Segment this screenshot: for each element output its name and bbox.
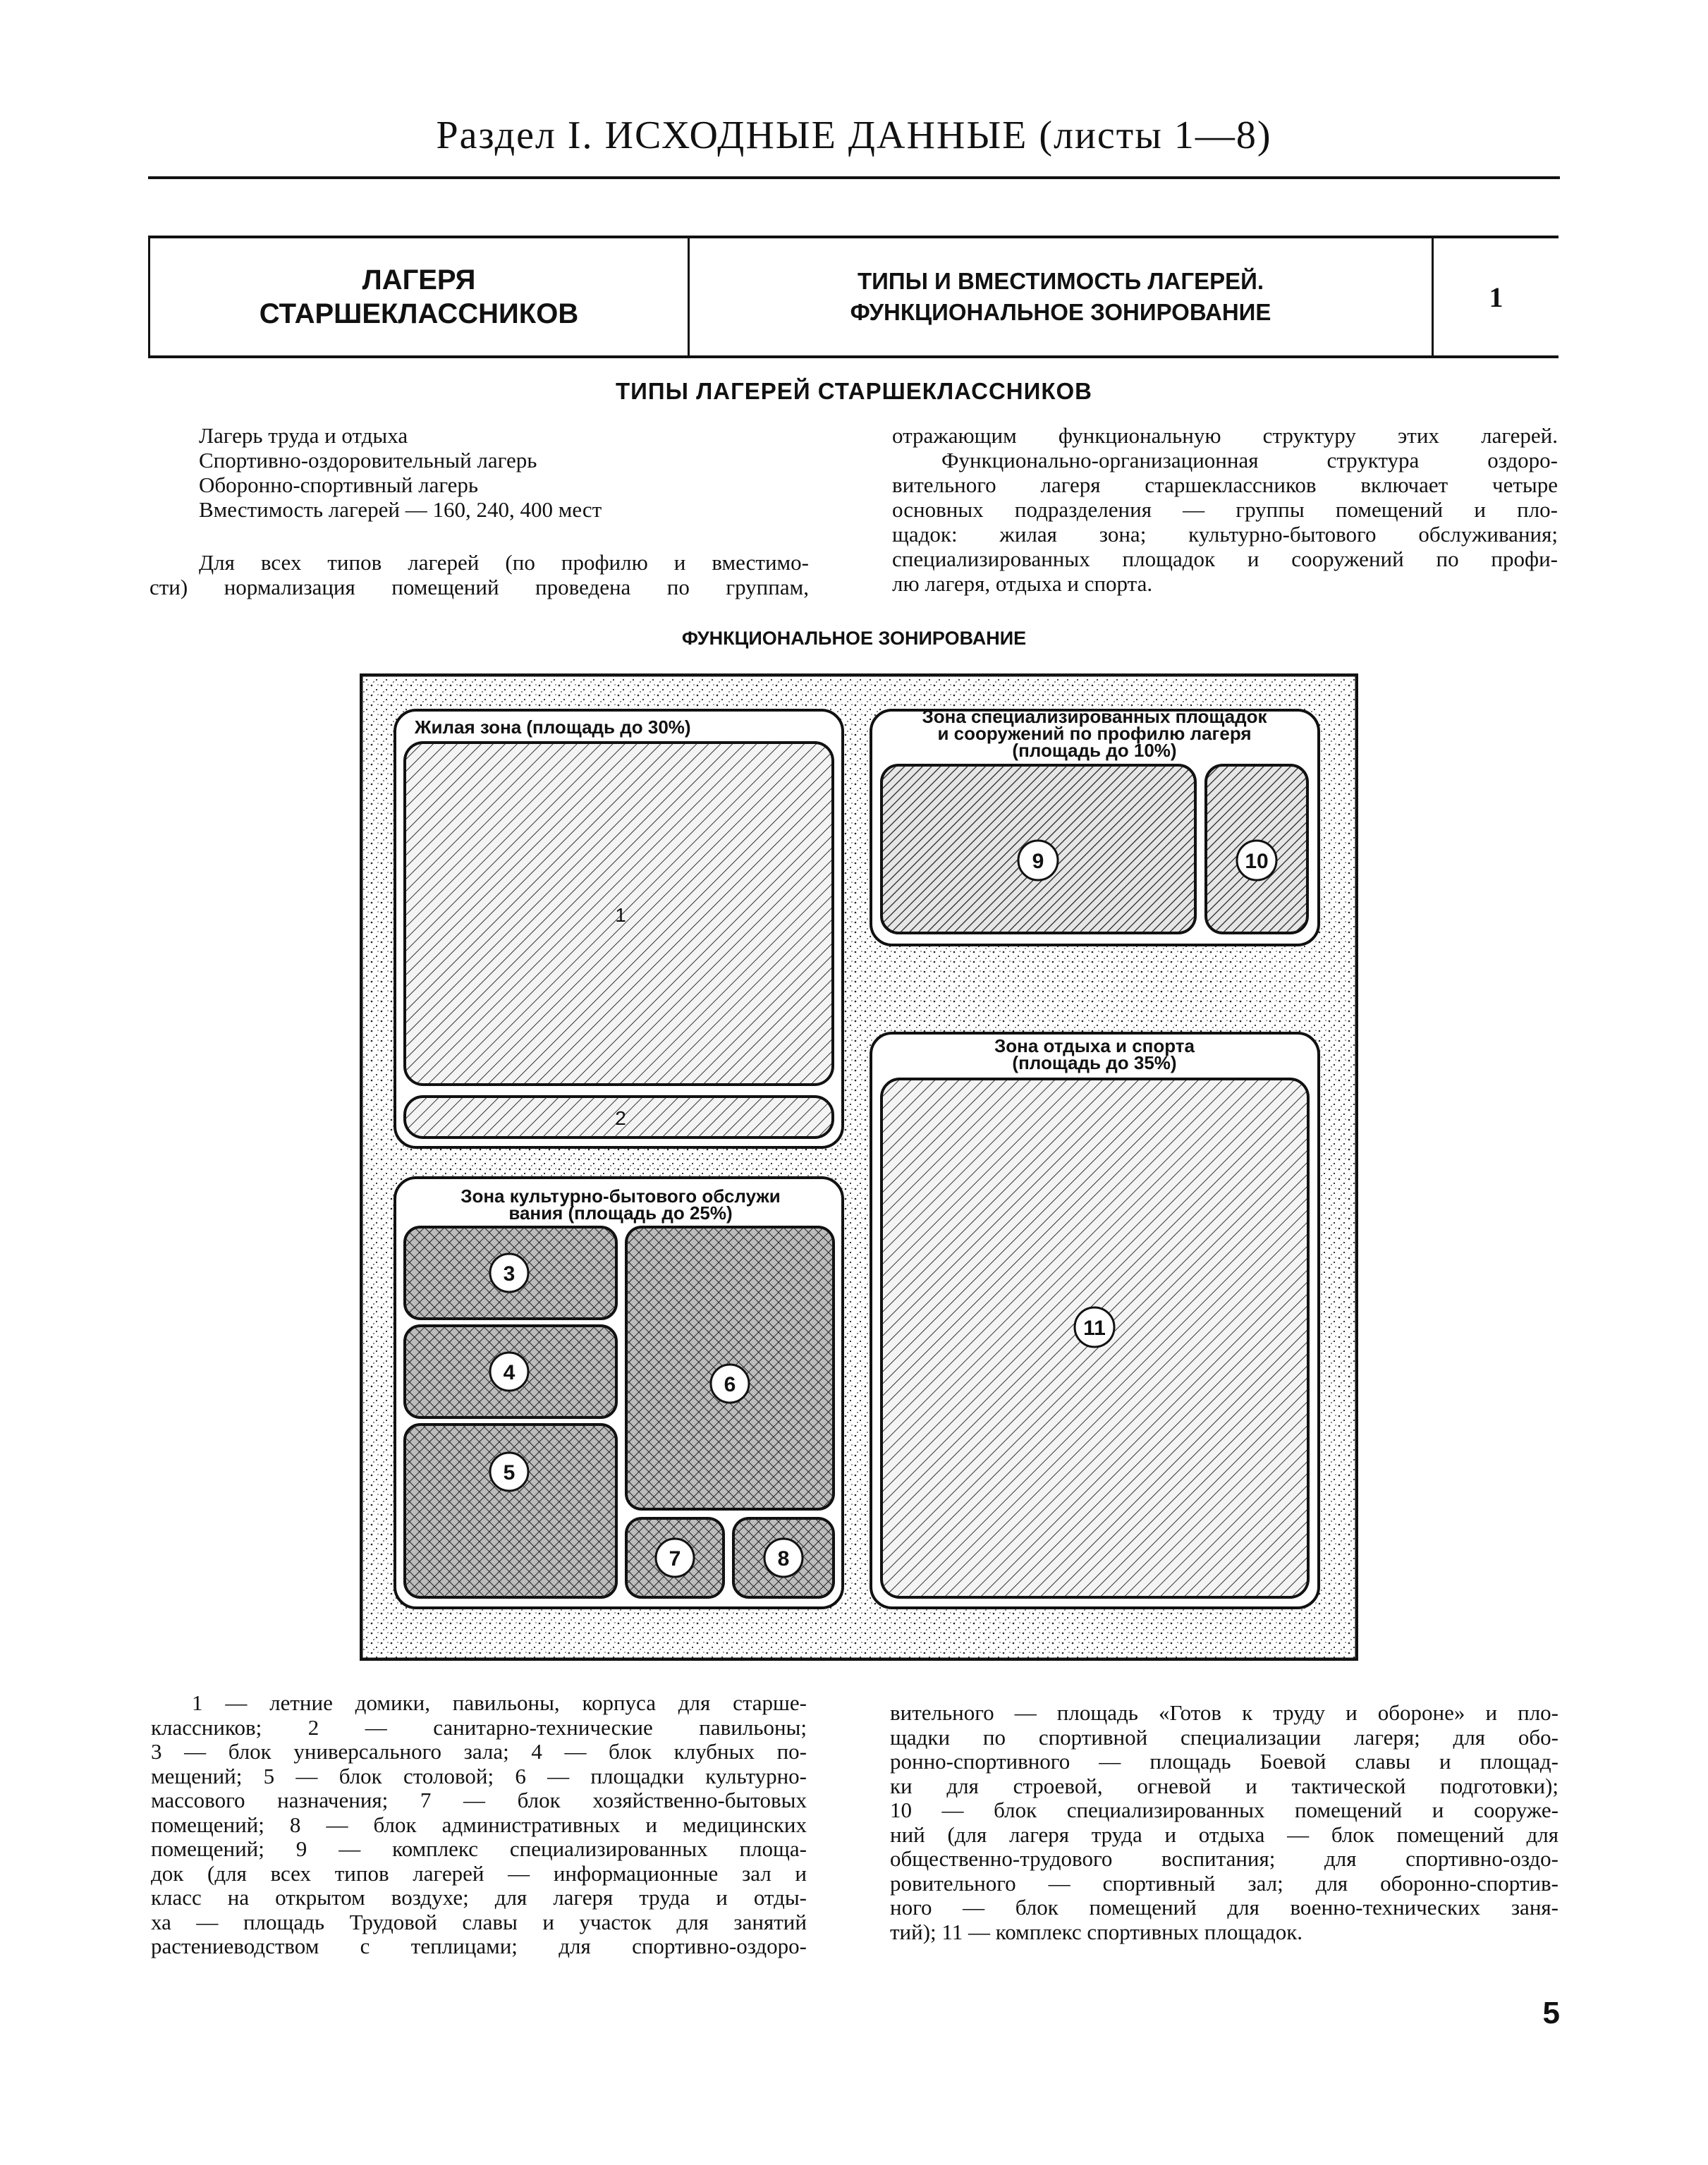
svg-text:9: 9 <box>1032 850 1044 873</box>
legend-line: помещений; 9 — комплекс специализированных площа- <box>151 1836 807 1861</box>
camp-type-item: Спортивно-оздоровительный лагерь <box>199 448 537 472</box>
legend-line: мещений; 5 — блок столовой; 6 — площадки культурно- <box>151 1763 807 1788</box>
marker-7 <box>656 1539 694 1577</box>
legend-line: ки для строевой, огневой и тактической подготовки); <box>890 1773 1558 1798</box>
header-sheet-title <box>690 238 1434 355</box>
legend-line: тий); 11 — комплекс спортивных площадок. <box>890 1919 1303 1944</box>
header-series-line-2: СТАРШЕКЛАССНИКОВ <box>259 298 579 329</box>
svg-text:1: 1 <box>615 904 626 926</box>
legend-line: ронно-спортивного — площадь Боевой славы и площад- <box>890 1749 1558 1774</box>
legend-line: классников; 2 — санитарно-технические павильоны; <box>151 1714 807 1740</box>
svg-text:4: 4 <box>503 1361 516 1384</box>
marker-2 <box>615 1107 626 1129</box>
marker-10 <box>1237 841 1276 880</box>
legend-line: ний (для лагеря труда и отдыха — блок помещений для <box>890 1822 1558 1847</box>
marker-1 <box>615 904 626 926</box>
camp-types-list <box>199 423 602 522</box>
legend-left-column <box>151 1691 807 1959</box>
functional-zoning-diagram <box>360 673 1358 1661</box>
specialized-zone-label-2: и сооружений по профилю лагеря <box>937 723 1252 744</box>
section-divider <box>148 176 1560 179</box>
header-series-line-1: ЛАГЕРЯ <box>362 264 476 295</box>
camp-capacity: Вместимость лагерей — 160, 240, 400 мест <box>199 497 602 522</box>
text-line: основных подразделения — группы помещений и пло- <box>892 497 1558 522</box>
legend-line: класс на открытом воздухе; для лагеря труда и отды- <box>151 1885 807 1910</box>
legend-right-column <box>890 1701 1558 1944</box>
intro-left-paragraph <box>150 550 809 599</box>
svg-text:5: 5 <box>503 1461 516 1484</box>
section-title: Раздел I. ИСХОДНЫЕ ДАННЫЕ (листы 1—8) <box>436 114 1272 157</box>
marker-11 <box>1075 1307 1114 1347</box>
legend-line: общественно-трудового воспитания; для спортивно-оздо- <box>890 1846 1558 1871</box>
svg-text:7: 7 <box>669 1547 681 1571</box>
block-5-dining <box>405 1425 616 1597</box>
marker-5 <box>490 1453 528 1491</box>
text-line: вительного лагеря старшеклассников включает четыре <box>892 472 1558 497</box>
legend-line: док (для всех типов лагерей — информационные зал и <box>151 1860 807 1886</box>
legend-line: ного — блок помещений для военно-технических заня- <box>890 1895 1558 1920</box>
marker-6 <box>711 1365 749 1403</box>
types-heading: ТИПЫ ЛАГЕРЕЙ СТАРШЕКЛАССНИКОВ <box>616 378 1092 404</box>
camp-type-item: Лагерь труда и отдыха <box>199 423 408 448</box>
camp-type-item: Оборонно-спортивный лагерь <box>199 472 479 497</box>
svg-text:3: 3 <box>503 1262 516 1286</box>
svg-text:8: 8 <box>777 1547 790 1571</box>
text-line: Функционально-организационная структура оздоро- <box>941 448 1558 472</box>
legend-line: щадки по спортивной специализации лагеря; для обо- <box>890 1724 1558 1750</box>
text-line: Для всех типов лагерей (по профилю и вместимо- <box>199 550 809 575</box>
marker-8 <box>764 1539 803 1577</box>
sheet-header-table <box>148 236 1558 358</box>
legend-line: растениеводством с теплицами; для спортивно-оздоро- <box>151 1934 807 1958</box>
legend-line: 3 — блок универсального зала; 4 — блок клубных по- <box>151 1739 807 1764</box>
svg-text:11: 11 <box>1083 1317 1106 1340</box>
legend-line: 1 — летние домики, павильоны, корпуса для старше- <box>192 1690 807 1715</box>
marker-3 <box>490 1254 528 1292</box>
residential-zone-label: Жилая зона (площадь до 30%) <box>415 716 691 738</box>
legend-line: вительного — площадь «Готов к труду и обороне» и пло- <box>890 1700 1558 1725</box>
marker-4 <box>490 1353 528 1391</box>
legend-line: помещений; 8 — блок административных и медицинских <box>151 1812 807 1837</box>
svg-text:10: 10 <box>1245 850 1269 873</box>
legend-line: массового назначения; 7 — блок хозяйственно-бытовых <box>151 1788 807 1812</box>
header-sheet-line-1: ТИПЫ И ВМЕСТИМОСТЬ ЛАГЕРЕЙ. <box>857 268 1264 294</box>
rest-zone-label-1: Зона отдыха и спорта <box>994 1035 1195 1056</box>
marker-9 <box>1018 841 1058 880</box>
text-line: сти) нормализация помещений проведена по группам, <box>150 575 809 599</box>
intro-right-paragraph <box>892 423 1558 596</box>
text-line: отражающим функциональную структуру этих лагерей. <box>892 423 1558 448</box>
header-series-title <box>148 238 690 355</box>
cultural-zone-label-1: Зона культурно-бытового обслужи <box>460 1185 781 1207</box>
legend-line: 10 — блок специализированных помещений и сооруже- <box>890 1798 1558 1822</box>
rest-zone-label-2: (площадь до 35%) <box>1012 1052 1177 1073</box>
svg-text:2: 2 <box>615 1107 626 1129</box>
legend-line: ха — площадь Трудовой славы и участок для занятий <box>151 1909 807 1934</box>
page-number: 5 <box>1542 1996 1560 2030</box>
svg-text:6: 6 <box>724 1373 736 1396</box>
text-line: лю лагеря, отдыха и спорта. <box>892 571 1153 596</box>
text-line: специализированных площадок и сооружений по профи- <box>892 547 1558 571</box>
zoning-heading: ФУНКЦИОНАЛЬНОЕ ЗОНИРОВАНИЕ <box>681 628 1027 649</box>
header-sheet-number: 1 <box>1489 281 1503 313</box>
text-line: щадок: жилая зона; культурно-бытового обслуживания; <box>892 522 1558 547</box>
specialized-zone-label-1: Зона специализированных площадок <box>922 706 1267 727</box>
legend-line: ровительного — спортивный зал; для оборонно-спортив- <box>890 1870 1558 1896</box>
cultural-zone-label-2: вания (площадь до 25%) <box>508 1202 733 1224</box>
header-sheet-line-2: ФУНКЦИОНАЛЬНОЕ ЗОНИРОВАНИЕ <box>850 299 1271 325</box>
specialized-zone-label-3: (площадь до 10%) <box>1012 740 1177 761</box>
